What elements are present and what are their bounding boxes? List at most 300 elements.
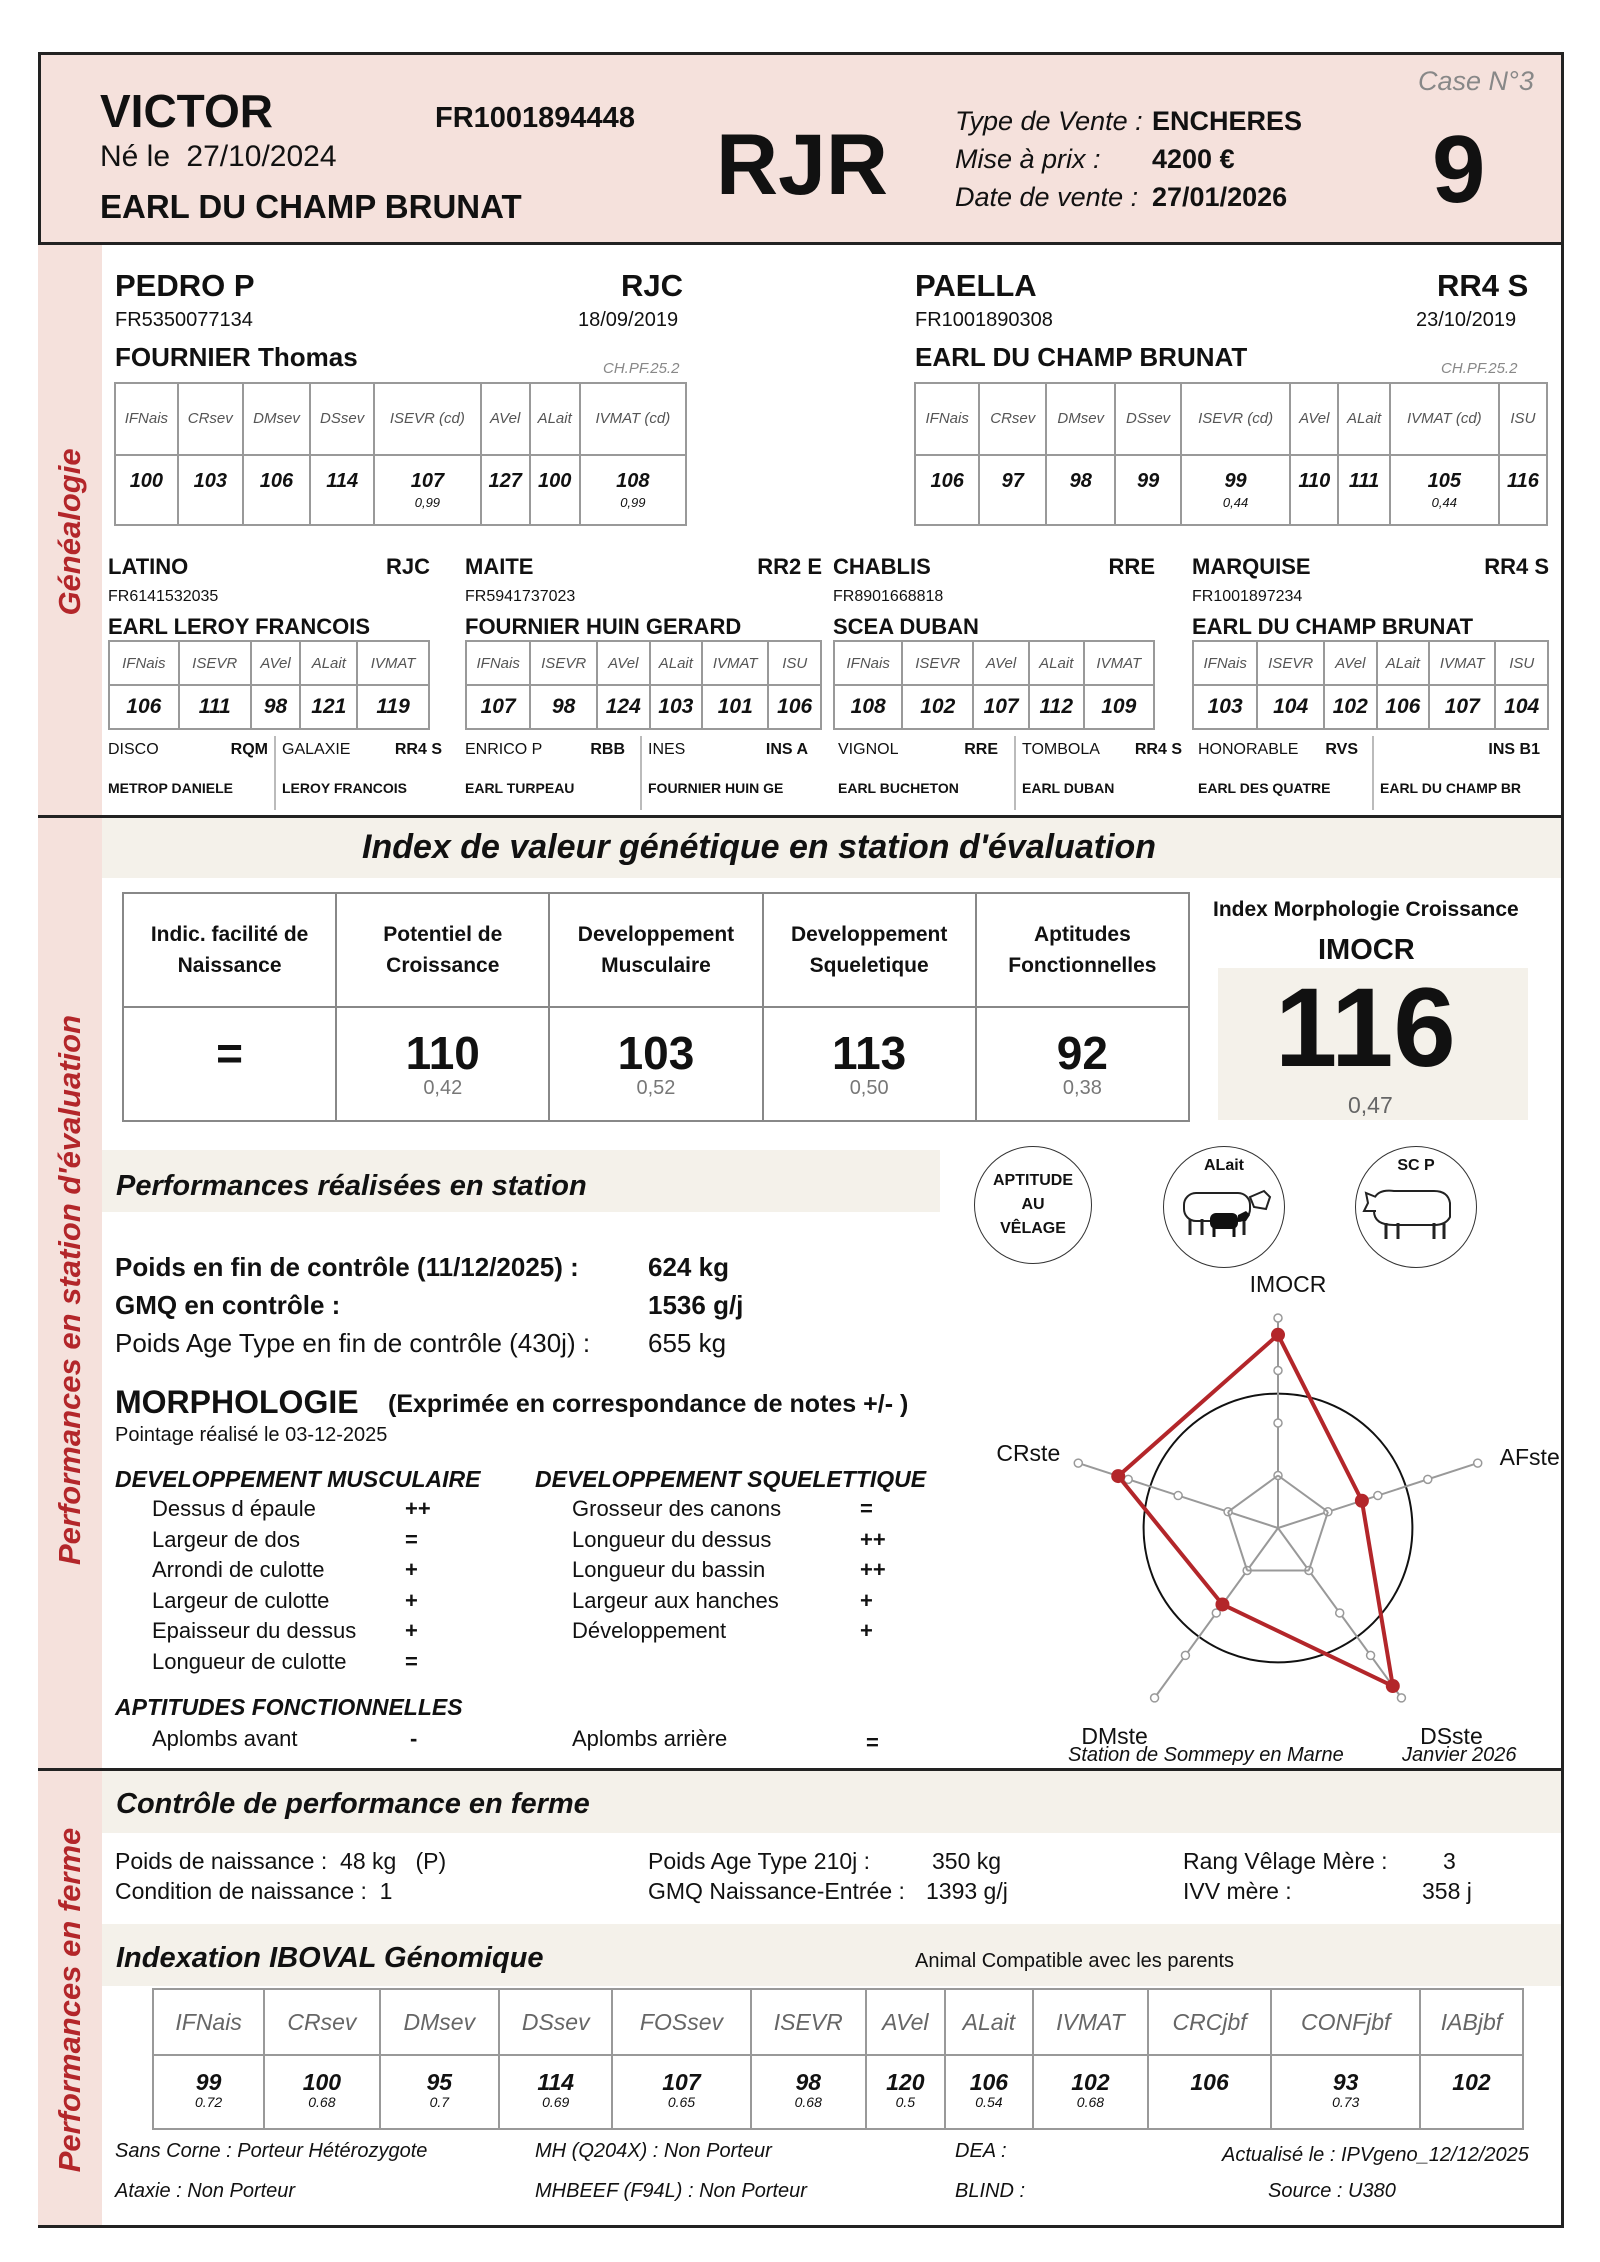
dam-index-header: DMsev [1046, 383, 1115, 455]
iboval-number: 114 [537, 2069, 575, 2095]
grandparent-index-header: IVMAT [1429, 641, 1495, 685]
sire-breeder: FOURNIER Thomas [115, 342, 358, 372]
great-grandparent-name: VIGNOL [838, 741, 899, 758]
imocr-title: Index Morphologie Croissance [1213, 898, 1519, 921]
grandparent-index-header: AVel [1324, 641, 1377, 685]
iboval-header: CRCjbf [1148, 1989, 1272, 2055]
grandparent-index-header: ISEVR [530, 641, 597, 685]
sire-index-value [178, 455, 243, 525]
sire-index-cd: 0,99 [620, 495, 646, 510]
iboval-number: 98 [795, 2069, 822, 2095]
dev-musc-note: = [405, 1526, 418, 1552]
sire-index-value [530, 455, 580, 525]
alait-badge: ALait [1163, 1146, 1285, 1268]
sire-name: PEDRO P [115, 268, 255, 303]
dev-sq-note: + [860, 1587, 873, 1613]
iboval-cd: 0.69 [542, 2094, 570, 2110]
dam-index-number: 99 [1224, 470, 1247, 492]
radar-axis-label: DMste [1081, 1722, 1148, 1749]
dea: DEA : [955, 2140, 1007, 2162]
radar-tick [1474, 1459, 1482, 1467]
station-index-number: 103 [617, 1027, 695, 1079]
dam-index-cd [980, 495, 1045, 510]
great-grandparent-qual: RVS [1325, 741, 1358, 758]
gmq-value: 1393 g/j [926, 1878, 1008, 1904]
velage-badge: APTITUDE AU VÊLAGE [974, 1146, 1092, 1264]
grandparent-index-value: 103 [1193, 685, 1257, 729]
perf-label-2: GMQ en contrôle : [115, 1290, 341, 1320]
station-date: Janvier 2026 [1402, 1744, 1517, 1766]
rang-label: Rang Vêlage Mère : [1183, 1848, 1388, 1874]
iboval-value [612, 2055, 750, 2129]
grandparent-index-header: IVMAT [702, 641, 768, 685]
dam-index-cd: 0,44 [1222, 495, 1249, 510]
iboval-header: IFNais [153, 1989, 264, 2055]
dam-index-number: 111 [1348, 470, 1380, 492]
dev-musc-item: Longueur de culotte [152, 1648, 347, 1674]
grandparent-index-value: 106 [768, 685, 821, 729]
iboval-cd [1421, 2092, 1522, 2112]
section-label-genealogie: Généalogie [52, 448, 87, 616]
iboval-value [751, 2055, 866, 2129]
iboval-cd [1149, 2092, 1271, 2112]
radar-axis-label: CRste [996, 1440, 1061, 1467]
radar-series-line [1118, 1335, 1393, 1686]
station-index-value [549, 1007, 762, 1121]
great-grandparent-name: DISCO [108, 741, 159, 758]
sire-index-cd: 0,99 [414, 495, 441, 510]
price-label: Mise à prix : [955, 144, 1101, 174]
dev-musc-title: DEVELOPPEMENT MUSCULAIRE [115, 1466, 481, 1492]
sire-index-number: 103 [193, 470, 227, 492]
sire-index-header: ISEVR (cd) [374, 383, 481, 455]
dam-index-value [915, 455, 979, 525]
sans-corne: Sans Corne : Porteur Hétérozygote [115, 2140, 428, 2162]
aplombs-avant-note: - [410, 1726, 418, 1751]
mhbeef: MHBEEF (F94L) : Non Porteur [535, 2180, 807, 2202]
dam-index-value [1181, 455, 1290, 525]
sire-index-value [115, 455, 178, 525]
case-label: Case N°3 [1418, 66, 1534, 96]
iboval-cd: 0.5 [895, 2094, 916, 2110]
sire-index-number: 114 [326, 470, 359, 492]
great-grandparent-breeder: LEROY FRANCOIS [282, 780, 407, 796]
radar-inner-web [1309, 1512, 1328, 1571]
sire-index-number: 127 [488, 470, 522, 492]
iboval-cd: 0.54 [975, 2094, 1003, 2110]
dev-sq-note: ++ [860, 1526, 886, 1552]
iboval-header: ALait [945, 1989, 1033, 2055]
dam-index-header: ALait [1338, 383, 1389, 455]
radar-point [1386, 1679, 1400, 1693]
grandparent-id: FR5941737023 [465, 588, 576, 605]
iboval-cd: 0.68 [794, 2094, 822, 2110]
radar-tick [1367, 1651, 1375, 1659]
aplombs-avant-label: Aplombs avant [152, 1726, 298, 1751]
perf-value-1: 624 kg [648, 1252, 729, 1282]
rang-value: 3 [1443, 1848, 1456, 1874]
pat210-label: Poids Age Type 210j : [648, 1848, 871, 1874]
iboval-header: CRsev [264, 1989, 379, 2055]
sire-ref: CH.PF.25.2 [603, 360, 680, 377]
aplombs-arriere-note: = [866, 1730, 879, 1755]
iboval-cd: 0.73 [1332, 2094, 1360, 2110]
radar-tick [1274, 1419, 1282, 1427]
grandparent-name: LATINO [108, 554, 189, 579]
dev-musc-note: = [405, 1648, 418, 1674]
grandparent-name: MARQUISE [1192, 554, 1311, 579]
grandparent-index-value: 103 [650, 685, 703, 729]
sire-id: FR5350077134 [115, 309, 253, 331]
radar-inner-web [1228, 1512, 1247, 1571]
grandparent-index-header: ISU [768, 641, 821, 685]
station-index-cd: 0,38 [1062, 1077, 1102, 1099]
radar-tick [1424, 1475, 1432, 1483]
radar-point [1215, 1597, 1229, 1611]
grandparent-index-value: 107 [1429, 685, 1495, 729]
great-grandparent-name: HONORABLE [1198, 741, 1299, 758]
radar-chart [996, 1270, 1560, 1749]
sire-index-cd [179, 495, 242, 510]
station-index-header: Developpement Squeletique [763, 893, 976, 1007]
dam-index-value [1046, 455, 1115, 525]
dam-index-header: AVel [1290, 383, 1338, 455]
sire-index-cd [311, 495, 373, 510]
station-index-cd: 0,52 [636, 1077, 676, 1099]
great-grandparent-name: GALAXIE [282, 741, 351, 758]
actualise: Actualisé le : IPVgeno_12/12/2025 [1222, 2144, 1529, 2166]
grandparent-index-header: ISU [1495, 641, 1548, 685]
radar-point [1271, 1328, 1285, 1342]
dev-musc-item: Largeur de culotte [152, 1587, 330, 1613]
sire-index-cd [244, 495, 309, 510]
iboval-number: 100 [302, 2069, 342, 2095]
radar-axis-label: AFste [1499, 1444, 1560, 1471]
iboval-number: 102 [1071, 2069, 1110, 2095]
iboval-number: 93 [1332, 2069, 1359, 2095]
great-grandparent-breeder: EARL DU CHAMP BR [1380, 780, 1522, 796]
sire-index-value [310, 455, 374, 525]
sire-date: 18/09/2019 [578, 309, 679, 331]
radar-inner-web [1278, 1476, 1328, 1512]
iboval-header: DSsev [499, 1989, 612, 2055]
grandparent-breeder: EARL LEROY FRANCOIS [108, 614, 370, 639]
sale-type: ENCHERES [1152, 106, 1303, 136]
iboval-value [1033, 2055, 1148, 2129]
radar-tick [1274, 1314, 1282, 1322]
dam-index-table [914, 382, 1548, 526]
sire-index-header: AVel [481, 383, 530, 455]
sire-index-number: 100 [129, 470, 164, 492]
station-index-number: 113 [832, 1027, 907, 1079]
dam-index-number: 105 [1427, 470, 1461, 492]
grandparent-index-value: 104 [1257, 685, 1324, 729]
sale-date: 27/01/2026 [1152, 182, 1288, 212]
great-grandparent-breeder: EARL DES QUATRE [1198, 780, 1331, 796]
dev-musc-note: + [405, 1618, 418, 1643]
qualification-code: RJR [716, 117, 889, 213]
dam-index-header: ISEVR (cd) [1181, 383, 1290, 455]
iboval-number: 106 [1190, 2069, 1229, 2095]
iboval-header: AVel [866, 1989, 945, 2055]
morpho-subtitle: (Exprimée en correspondance de notes +/- ) [388, 1390, 909, 1418]
grandparent-breeder: EARL DU CHAMP BRUNAT [1192, 614, 1474, 639]
iboval-compat: Animal Compatible avec les parents [915, 1950, 1235, 1972]
divider [1372, 736, 1374, 810]
station-index-number: 110 [405, 1027, 480, 1079]
sire-index-cd [482, 495, 529, 510]
dam-index-number: 110 [1298, 470, 1331, 492]
perf-label-1: Poids en fin de contrôle (11/12/2025) : [115, 1252, 579, 1282]
ferme-title: Contrôle de performance en ferme [116, 1788, 590, 1820]
dam-index-header: DSsev [1115, 383, 1181, 455]
radar-axis-label: DSste [1420, 1722, 1483, 1749]
sire-index-header: IFNais [115, 383, 178, 455]
source: Source : U380 [1268, 2180, 1396, 2202]
station-index-value [336, 1007, 549, 1121]
iboval-header: IVMAT [1033, 1989, 1148, 2055]
station-index-value [763, 1007, 976, 1121]
station-index-header: Potentiel de Croissance [336, 893, 549, 1007]
grandparent-qual: RR4 S [1484, 554, 1549, 579]
price: 4200 € [1152, 144, 1235, 174]
station-index-value [123, 1007, 336, 1121]
grandparent-index-header: ISEVR [1257, 641, 1324, 685]
ataxie: Ataxie : Non Porteur [115, 2180, 296, 2202]
station-index-value [976, 1007, 1189, 1121]
imocr-cd: 0,47 [1348, 1092, 1393, 1118]
blind: BLIND : [955, 2180, 1026, 2202]
great-grandparent-breeder: FOURNIER HUIN GE [648, 780, 784, 796]
iboval-table [152, 1988, 1524, 2130]
station-index-number: = [216, 1027, 244, 1079]
radar-axis-label: IMOCR [1249, 1271, 1327, 1297]
radar-tick [1074, 1459, 1082, 1467]
grandparent-qual: RRE [1108, 554, 1155, 579]
divider [640, 736, 642, 810]
iboval-header: FOSsev [612, 1989, 750, 2055]
mh: MH (Q204X) : Non Porteur [535, 2140, 772, 2162]
grandparent-index-header: ALait [1029, 641, 1084, 685]
grandparent-index-value: 102 [1324, 685, 1377, 729]
grandparent-index-header: ISEVR [179, 641, 251, 685]
perf-value-3: 655 kg [648, 1328, 727, 1358]
iboval-cd: 0.68 [308, 2094, 336, 2110]
bull-icon [1356, 1175, 1478, 1255]
great-grandparent-breeder: EARL TURPEAU [465, 780, 575, 796]
dam-index-cd [1500, 495, 1546, 510]
morpho-title: MORPHOLOGIE [115, 1384, 359, 1420]
animal-name: VICTOR [100, 85, 273, 137]
dev-sq-title: DEVELOPPEMENT SQUELETTIQUE [535, 1466, 927, 1492]
great-grandparent-qual: INS B1 [1488, 741, 1540, 758]
performances-title: Performances réalisées en station [116, 1170, 587, 1202]
imocr-label: IMOCR [1318, 934, 1415, 966]
great-grandparent-name: ENRICO P [465, 741, 543, 758]
iboval-value [264, 2055, 379, 2129]
dam-date: 23/10/2019 [1416, 309, 1517, 331]
radar-tick [1181, 1651, 1189, 1659]
great-grandparent-qual: INS A [765, 741, 808, 758]
dev-sq-item: Largeur aux hanches [572, 1587, 779, 1613]
sire-index-value [243, 455, 310, 525]
grandparent-index-value: 111 [179, 685, 251, 729]
grandparent-name: MAITE [465, 554, 534, 579]
sire-index-header: DMsev [243, 383, 310, 455]
dev-musc-item: Epaisseur du dessus [152, 1618, 357, 1643]
grandparent-index-value: 107 [973, 685, 1029, 729]
divider [38, 242, 1564, 245]
iboval-value [866, 2055, 945, 2129]
grandparent-index-header: IVMAT [357, 641, 429, 685]
dam-index-number: 99 [1136, 470, 1160, 492]
radar-tick [1374, 1492, 1382, 1500]
grandparent-index-value: 112 [1029, 685, 1084, 729]
grandparent-index-header: IFNais [1193, 641, 1257, 685]
sire-index-header: IVMAT (cd) [580, 383, 686, 455]
iboval-number: 106 [969, 2069, 1009, 2095]
grandparent-index-table [108, 640, 430, 730]
perf-value-2: 1536 g/j [648, 1290, 744, 1320]
sale-type-label: Type de Vente : [955, 106, 1143, 136]
iboval-header: IABjbf [1420, 1989, 1523, 2055]
dev-musc-note: ++ [405, 1496, 431, 1521]
dam-index-number: 116 [1506, 470, 1539, 492]
dam-index-cd [1291, 495, 1337, 510]
station-index-cd: 0,42 [423, 1077, 463, 1099]
perf-label-3: Poids Age Type en fin de contrôle (430j) : [115, 1328, 591, 1358]
dam-name: PAELLA [915, 268, 1037, 303]
grandparent-index-value: 106 [1377, 685, 1430, 729]
grandparent-index-header: AVel [251, 641, 301, 685]
dev-sq-item: Longueur du bassin [572, 1557, 766, 1582]
great-grandparent-qual: RBB [590, 741, 625, 758]
sire-index-header: CRsev [178, 383, 243, 455]
great-grandparent-name: INES [648, 741, 686, 758]
dam-qual: RR4 S [1437, 268, 1529, 303]
imocr-value: 116 [1275, 965, 1456, 1090]
iboval-value [499, 2055, 612, 2129]
iboval-cd: 0.7 [429, 2094, 450, 2110]
animal-id: FR1001894448 [435, 102, 635, 134]
breeder-name: EARL DU CHAMP BRUNAT [100, 188, 522, 225]
dev-sq-item: Grosseur des canons [572, 1496, 782, 1521]
pat210-value: 350 kg [932, 1848, 1002, 1874]
radar-point [1111, 1469, 1125, 1483]
grandparent-index-value: 119 [357, 685, 429, 729]
iboval-title: Indexation IBOVAL Génomique [116, 1942, 544, 1974]
grandparent-id: FR6141532035 [108, 588, 219, 605]
grandparent-index-value: 98 [530, 685, 597, 729]
dam-index-number: 106 [930, 470, 964, 492]
great-grandparent-breeder: EARL BUCHETON [838, 780, 959, 796]
scp-badge: SC P [1355, 1146, 1477, 1268]
dam-index-value [1115, 455, 1181, 525]
dev-sq-note: = [860, 1496, 873, 1521]
dam-index-value [1338, 455, 1389, 525]
grandparent-index-header: ALait [300, 641, 357, 685]
sire-index-number: 100 [538, 470, 572, 492]
dam-index-header: ISU [1499, 383, 1547, 455]
great-grandparent-qual: RQM [230, 741, 268, 758]
apt-title: APTITUDES FONCTIONNELLES [115, 1694, 463, 1720]
radar-tick [1274, 1367, 1282, 1375]
grandparent-index-table [465, 640, 822, 730]
dam-index-value [979, 455, 1046, 525]
grandparent-index-header: ALait [1377, 641, 1430, 685]
iboval-header: DMsev [380, 1989, 500, 2055]
morpho-pointage: Pointage réalisé le 03-12-2025 [115, 1424, 388, 1446]
grandparent-index-header: IFNais [466, 641, 530, 685]
radar-inner-web [1228, 1476, 1278, 1512]
dam-index-cd [1047, 495, 1114, 510]
grandparent-name: CHABLIS [833, 554, 931, 579]
dam-id: FR1001890308 [915, 309, 1053, 331]
dam-index-number: 98 [1069, 470, 1092, 492]
sire-index-number: 108 [616, 470, 650, 492]
iboval-value [945, 2055, 1033, 2129]
great-grandparent-breeder: EARL DUBAN [1022, 780, 1115, 796]
great-grandparent-name: TOMBOLA [1022, 741, 1100, 758]
grandparent-index-header: IFNais [109, 641, 179, 685]
great-grandparent-qual: RRE [964, 741, 998, 758]
iboval-cd: 0.72 [194, 2094, 223, 2110]
iboval-cd: 0.68 [1076, 2094, 1105, 2110]
iboval-number: 99 [195, 2069, 222, 2095]
grandparent-id: FR1001897234 [1192, 588, 1303, 605]
divider [274, 736, 276, 810]
station-index-table [122, 892, 1190, 1122]
lot-number: 9 [1432, 116, 1486, 223]
grandparent-index-value: 98 [251, 685, 301, 729]
sire-index-cd [116, 495, 177, 510]
grandparent-id: FR8901668818 [833, 588, 944, 605]
station-name: Station de Sommepy en Marne [1068, 1744, 1344, 1766]
iboval-number: 120 [886, 2069, 925, 2095]
grandparent-index-value: 104 [1495, 685, 1548, 729]
section-label-ferme: Performances en ferme [52, 1827, 87, 2173]
condition-naissance: Condition de naissance : 1 [115, 1878, 393, 1904]
radar-tick [1151, 1694, 1159, 1702]
ivv-value: 358 j [1422, 1878, 1472, 1904]
dam-index-header: IVMAT (cd) [1390, 383, 1499, 455]
great-grandparent-breeder: METROP DANIELE [108, 780, 233, 796]
grandparent-index-value: 102 [902, 685, 973, 729]
sire-index-number: 106 [259, 470, 294, 492]
sire-index-value [481, 455, 530, 525]
dam-index-cd [1116, 495, 1180, 510]
dev-sq-note: + [860, 1618, 873, 1643]
sire-index-number: 107 [410, 470, 445, 492]
aplombs-arriere-label: Aplombs arrière [572, 1726, 728, 1751]
dev-musc-item: Dessus d épaule [152, 1496, 316, 1521]
divider [1014, 736, 1016, 810]
ivv-label: IVV mère : [1183, 1878, 1292, 1904]
iboval-value [153, 2055, 264, 2129]
grandparent-qual: RR2 E [757, 554, 822, 579]
birth-line: Né le 27/10/2024 [100, 140, 337, 173]
grandparent-index-header: ALait [650, 641, 703, 685]
iboval-header: CONFjbf [1271, 1989, 1420, 2055]
grandparent-index-header: IVMAT [1084, 641, 1154, 685]
sire-index-header: ALait [530, 383, 580, 455]
grandparent-index-table [1192, 640, 1549, 730]
sire-index-value [580, 455, 686, 525]
dev-musc-item: Largeur de dos [152, 1526, 300, 1552]
grandparent-qual: RJC [385, 554, 430, 579]
radar-point [1355, 1494, 1369, 1508]
station-index-header: Developpement Musculaire [549, 893, 762, 1007]
